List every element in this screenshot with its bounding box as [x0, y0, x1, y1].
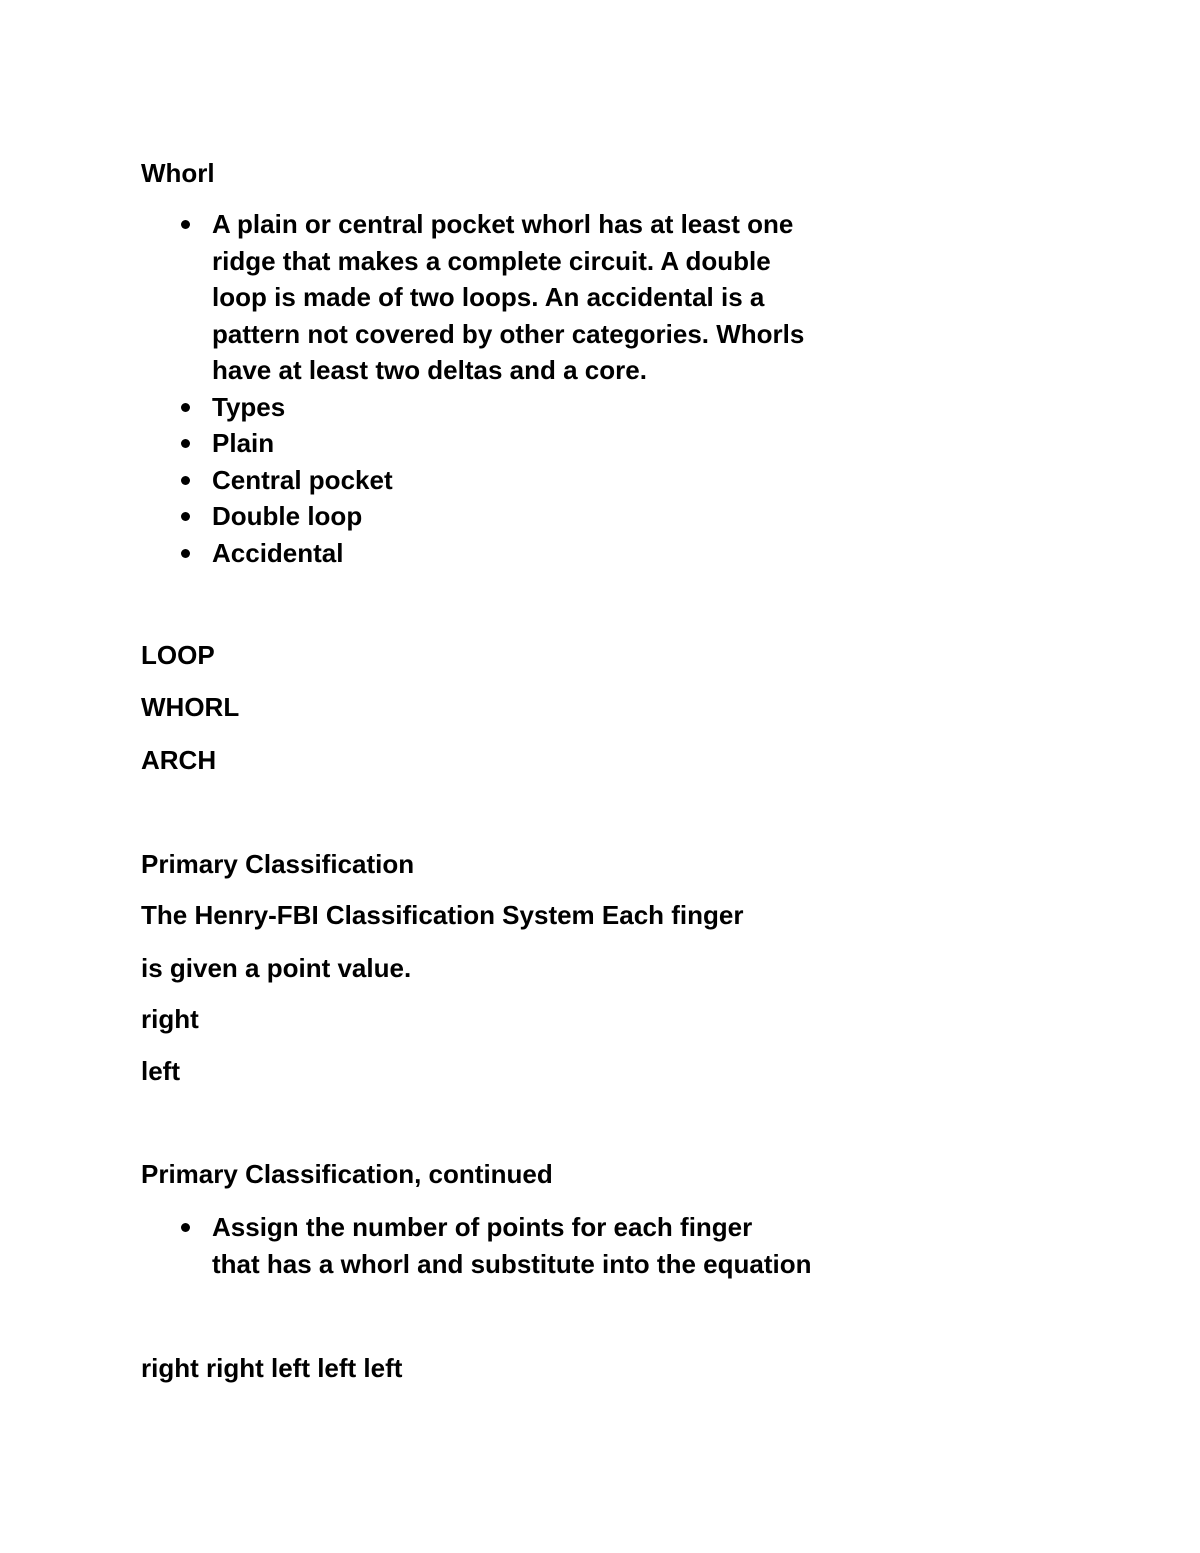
list-item — [141, 389, 804, 426]
whorl-bullet-list — [141, 206, 804, 571]
list-item — [141, 425, 804, 462]
list-item — [141, 462, 804, 499]
body-line: The Henry-FBI Classification System Each finger — [141, 900, 744, 930]
bullet-line: pattern not covered by other categories. Whorls — [212, 318, 805, 349]
bullet-icon — [181, 512, 190, 521]
list-item — [141, 498, 804, 535]
bullet-icon — [181, 549, 190, 558]
body-line: right — [141, 1004, 199, 1034]
bullet-icon — [181, 403, 190, 412]
bullet-line: have at least two deltas and a core. — [212, 355, 647, 385]
bullet-line: Central pocket — [212, 464, 393, 495]
bullet-line: that has a whorl and substitute into the equation — [212, 1248, 812, 1279]
bullet-line: Accidental — [212, 537, 344, 568]
body-line: is given a point value. — [141, 953, 412, 983]
section-heading-primary-classification-continued: Primary Classification, continued — [141, 1159, 553, 1189]
bullet-line: Assign the number of points for each finger — [212, 1212, 753, 1242]
bullet-line: Plain — [212, 428, 275, 458]
pattern-whorl: WHORL — [141, 692, 240, 722]
footer-line: right right left left left — [141, 1353, 403, 1383]
list-item — [141, 1209, 811, 1282]
bullet-icon — [181, 439, 190, 448]
bullet-icon — [181, 476, 190, 485]
bullet-icon — [181, 220, 190, 229]
pattern-arch: ARCH — [141, 745, 217, 775]
bullet-icon — [181, 1223, 190, 1232]
list-item — [141, 535, 804, 572]
section-heading-primary-classification: Primary Classification — [141, 849, 415, 879]
bullet-line: loop is made of two loops. An accidental is a — [212, 282, 765, 312]
pattern-loop: LOOP — [141, 640, 215, 670]
bullet-line: ridge that makes a complete circuit. A double — [212, 245, 771, 276]
list-item — [141, 206, 804, 389]
bullet-line: Double loop — [212, 501, 363, 531]
section-heading-whorl: Whorl — [141, 158, 215, 188]
equation-bullet-list — [141, 1209, 811, 1282]
body-line: left — [141, 1056, 180, 1086]
bullet-line: A plain or central pocket whorl has at least one — [212, 209, 794, 239]
bullet-line: Types — [212, 391, 286, 422]
